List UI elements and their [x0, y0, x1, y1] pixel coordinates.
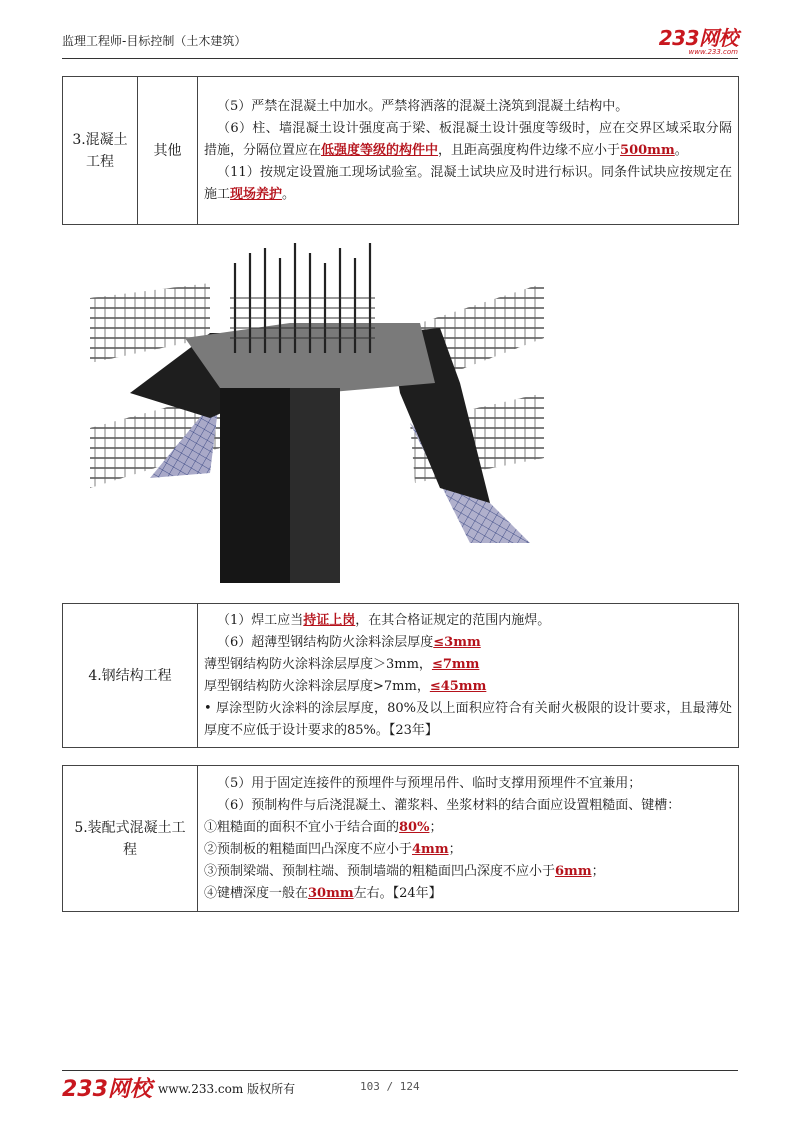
clause-6 [204, 632, 732, 654]
bullet-note: • 厚涂型防火涂料的涂层厚度，80%及以上面积应符合有关耐火极限的设计要求，且最薄处厚度不应低于设计要求的85%。【23年】 [204, 700, 732, 738]
page-number: 103 / 124 [360, 1080, 420, 1093]
highlight-value: 30mm [308, 885, 354, 901]
highlight-term: 现场养护 [230, 186, 283, 202]
section-subcategory: 其他 [138, 77, 198, 225]
highlight-term: 低强度等级的构件中 [321, 142, 439, 158]
clause-5: （5）严禁在混凝土中加水。严禁将洒落的混凝土浇筑到混凝土结构中。 [217, 98, 629, 114]
highlight-term: 持证上岗 [303, 612, 356, 628]
highlight-value: 6mm [555, 863, 592, 879]
clause-text: （6）超薄型钢结构防火涂料涂层厚度 [217, 634, 434, 650]
steel-section-table [62, 603, 739, 748]
section-content [198, 766, 739, 912]
section-category: 5.装配式混凝土工程 [63, 766, 198, 912]
clause-text: ②预制板的粗糙面凹凸深度不应小于 [204, 841, 413, 857]
highlight-value: ≤7mm [431, 656, 480, 672]
clause-text: ④键槽深度一般在 [204, 885, 309, 901]
section-category: 3.混凝土工程 [63, 77, 138, 225]
clause-text: 。 [282, 186, 296, 202]
logo-main-text: 233网校 [658, 26, 738, 50]
clause-text: （1）焊工应当 [217, 612, 304, 628]
concrete-section-table [62, 76, 739, 225]
clause-6 [204, 118, 732, 162]
footer-logo: 233网校 [62, 1077, 152, 1102]
highlight-value: ≤3mm [433, 634, 481, 650]
item-3 [204, 861, 732, 883]
clause-text: ； [448, 841, 462, 857]
clause-11 [204, 162, 732, 206]
joint-illustration [90, 243, 544, 583]
clause-text: ，在其合格证规定的范围内施焊。 [355, 612, 551, 628]
clause-text: ，且距高强度构件边缘不应小于 [438, 142, 621, 158]
section-content [198, 77, 739, 225]
clause-6: （6）预制构件与后浇混凝土、灌浆料、坐浆材料的结合面应设置粗糙面、键槽： [217, 797, 681, 813]
clause-text: ①粗糙面的面积不宜小于结合面的 [204, 819, 400, 835]
thick-coating-rule [204, 676, 732, 698]
document-title: 监理工程师-目标控制（土木建筑） [62, 34, 247, 48]
column-side-face [290, 388, 340, 583]
item-2 [204, 839, 732, 861]
logo-url-text: www.233.com [688, 48, 738, 56]
brand-logo [659, 22, 738, 56]
clause-text: ③预制梁端、预制柱端、预制墙端的粗糙面凹凸深度不应小于 [204, 863, 556, 879]
clause-text: 。 [674, 142, 688, 158]
section-content [198, 604, 739, 748]
highlight-value: 500mm [620, 142, 675, 158]
section-category: 4.钢结构工程 [63, 604, 198, 748]
clause-text: 左右。【24年】 [353, 885, 442, 901]
item-4 [204, 883, 732, 905]
clause-1 [204, 610, 732, 632]
footer-divider [62, 1070, 738, 1071]
beam-column-joint-figure [90, 243, 544, 583]
thin-coating-rule [204, 654, 732, 676]
highlight-value: ≤45mm [429, 678, 487, 694]
clause-text: （6）柱、墙混凝土设计强度高于梁、板混凝土设计强度等级时，应在交界区域采取分隔措施，分隔位置应在 [204, 120, 732, 158]
clause-text: 薄型钢结构防火涂料涂层厚度＞3mm， [204, 656, 432, 672]
clause-text: ； [429, 819, 443, 835]
prefab-section-table [62, 765, 739, 912]
clause-text: （11）按规定设置施工现场试验室。混凝土试块应及时进行标识。同条件试块应按规定在施工 [204, 164, 732, 202]
clause-text: ； [591, 863, 605, 879]
footer-copyright: www.233.com 版权所有 [158, 1082, 296, 1096]
highlight-value: 4mm [412, 841, 449, 857]
item-1 [204, 817, 732, 839]
clause-text: 厚型钢结构防火涂料涂层厚度>7mm， [204, 678, 430, 694]
clause-5: （5）用于固定连接件的预埋件与预埋吊件、临时支撑用预埋件不宜兼用； [217, 775, 642, 791]
highlight-value: 80% [399, 819, 430, 835]
header-divider [62, 58, 738, 59]
page-header [62, 20, 738, 60]
